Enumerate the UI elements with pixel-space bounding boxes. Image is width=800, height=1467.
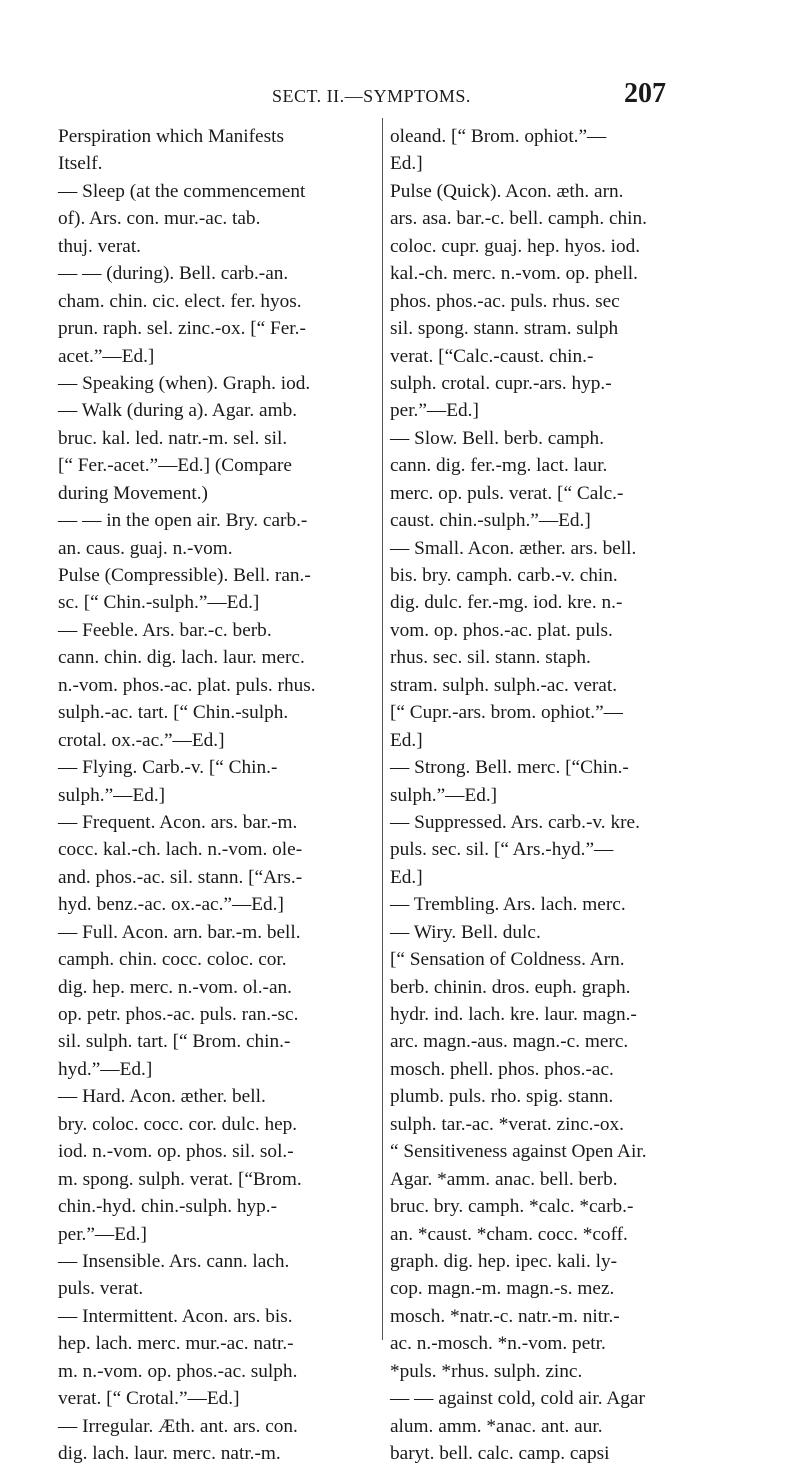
text-line: cham. chin. cic. elect. fer. hyos. (58, 290, 302, 312)
text-line: dig. dulc. fer.-mg. iod. kre. n.- (390, 592, 623, 614)
text-line: Ed.] (390, 866, 423, 888)
text-line: Agar. *amm. anac. bell. berb. (390, 1168, 618, 1190)
text-line: an. *caust. *cham. cocc. *coff. (390, 1223, 628, 1245)
text-line: sc. [“ Chin.-sulph.”—Ed.] (58, 592, 260, 614)
text-line: m. spong. sulph. verat. [“Brom. (58, 1168, 302, 1190)
text-line: baryt. bell. calc. camp. capsi (390, 1443, 610, 1464)
text-line: — Walk (during a). Agar. amb. (58, 400, 298, 422)
left-column (58, 123, 376, 1467)
text-line: Ed.] (390, 729, 423, 751)
text-line: vom. op. phos.-ac. plat. puls. (390, 619, 613, 641)
text-line: sulph.”—Ed.] (58, 784, 166, 806)
text-line: — Irregular. Æth. ant. ars. con. (58, 1415, 298, 1437)
text-line: an. caus. guaj. n.-vom. (58, 537, 233, 559)
text-line: bry. coloc. cocc. cor. dulc. hep. (58, 1113, 298, 1135)
text-line: — Slow. Bell. berb. camph. (390, 427, 605, 449)
text-line: phos. phos.-ac. puls. rhus. sec (390, 290, 620, 312)
text-line: oleand. [“ Brom. ophiot.”— (390, 126, 607, 147)
text-line: — Hard. Acon. æther. bell. (58, 1086, 266, 1108)
text-line: hyd.”—Ed.] (58, 1058, 153, 1080)
text-line: Pulse (Quick). Acon. æth. arn. (390, 180, 624, 202)
text-line: bruc. kal. led. natr.-m. sel. sil. (58, 427, 288, 449)
text-line: cop. magn.-m. magn.-s. mez. (390, 1278, 615, 1300)
text-line: chin.-hyd. chin.-sulph. hyp.- (58, 1196, 278, 1218)
text-line: — Small. Acon. æther. ars. bell. (390, 537, 637, 559)
text-line: dig. lach. laur. merc. natr.-m. (58, 1443, 281, 1464)
text-line: puls. verat. (58, 1278, 144, 1300)
right-column (390, 123, 708, 1467)
text-line: cann. chin. dig. lach. laur. merc. (58, 647, 305, 669)
text-line: berb. chinin. dros. euph. graph. (390, 976, 631, 998)
text-line: n.-vom. phos.-ac. plat. puls. rhus. (58, 674, 316, 696)
text-line: — Sleep (at the commencement (58, 180, 306, 202)
text-line: ac. n.-mosch. *n.-vom. petr. (390, 1333, 606, 1355)
text-line: — Trembling. Ars. lach. merc. (390, 894, 626, 916)
text-line: hyd. benz.-ac. ox.-ac.”—Ed.] (58, 894, 284, 916)
text-line: bruc. bry. camph. *calc. *carb.- (390, 1196, 634, 1218)
text-line: — Speaking (when). Graph. iod. (58, 372, 311, 394)
text-line: [“ Sensation of Coldness. Arn. (390, 949, 625, 971)
text-line: — Frequent. Acon. ars. bar.-m. (58, 811, 298, 833)
text-line: op. petr. phos.-ac. puls. ran.-sc. (58, 1004, 299, 1025)
text-line: mosch. phell. phos. phos.-ac. (390, 1058, 614, 1080)
text-line: prun. raph. sel. zinc.-ox. [“ Fer.- (58, 318, 306, 340)
text-line: verat. [“ Crotal.”—Ed.] (58, 1388, 240, 1410)
text-line: — Wiry. Bell. dulc. (390, 921, 541, 943)
text-line: m. n.-vom. op. phos.-ac. sulph. (58, 1360, 298, 1382)
text-line: — Full. Acon. arn. bar.-m. bell. (58, 921, 301, 943)
page-number: 207 (624, 78, 666, 109)
text-line: Pulse (Compressible). Bell. ran.- (58, 565, 311, 586)
text-line: cann. dig. fer.-mg. lact. laur. (390, 455, 608, 477)
text-line: stram. sulph. sulph.-ac. verat. (390, 674, 618, 696)
text-line: kal.-ch. merc. n.-vom. op. phell. (390, 263, 638, 285)
text-line: ars. asa. bar.-c. bell. camph. chin. (390, 208, 647, 230)
text-line: sulph. tar.-ac. *verat. zinc.-ox. (390, 1113, 624, 1135)
text-line: graph. dig. hep. ipec. kali. ly- (390, 1250, 618, 1272)
text-line: — Insensible. Ars. cann. lach. (58, 1250, 290, 1272)
text-line: puls. sec. sil. [“ Ars.-hyd.”— (390, 839, 614, 861)
text-line: of). Ars. con. mur.-ac. tab. (58, 208, 261, 230)
text-line: Itself. (58, 153, 103, 175)
text-line: acet.”—Ed.] (58, 345, 155, 367)
text-line: — Flying. Carb.-v. [“ Chin.- (58, 757, 278, 779)
text-line: sil. sulph. tart. [“ Brom. chin.- (58, 1031, 291, 1053)
text-line: sil. spong. stann. stram. sulph (390, 318, 619, 340)
text-line: thuj. verat. (58, 235, 141, 257)
text-line: — Feeble. Ars. bar.-c. berb. (58, 619, 272, 641)
text-line: — — against cold, cold air. Agar (390, 1388, 645, 1410)
text-line: and. phos.-ac. sil. stann. [“Ars.- (58, 866, 303, 888)
text-line: per.”—Ed.] (390, 400, 479, 422)
text-line: per.”—Ed.] (58, 1223, 147, 1245)
text-line: — Intermittent. Acon. ars. bis. (58, 1305, 293, 1327)
running-header (0, 78, 800, 118)
section-title: SECT. II.—SYMPTOMS. (272, 86, 471, 106)
text-line: crotal. ox.-ac.”—Ed.] (58, 729, 225, 751)
column-divider (382, 118, 383, 1340)
text-line: [“ Fer.-acet.”—Ed.] (Compare (58, 455, 292, 477)
text-line: “ Sensitiveness against Open Air. (390, 1141, 647, 1163)
text-line: alum. amm. *anac. ant. aur. (390, 1415, 603, 1437)
text-line: plumb. puls. rho. spig. stann. (390, 1086, 614, 1108)
text-line: caust. chin.-sulph.”—Ed.] (390, 510, 591, 532)
text-line: hydr. ind. lach. kre. laur. magn.- (390, 1004, 637, 1025)
text-line: rhus. sec. sil. stann. staph. (390, 647, 591, 669)
text-line: verat. [“Calc.-caust. chin.- (390, 345, 594, 367)
text-line: cocc. kal.-ch. lach. n.-vom. ole- (58, 839, 303, 861)
text-line: — — (during). Bell. carb.-an. (58, 263, 289, 285)
text-line: bis. bry. camph. carb.-v. chin. (390, 565, 618, 586)
text-line: — Suppressed. Ars. carb.-v. kre. (390, 811, 640, 833)
text-line: sulph.-ac. tart. [“ Chin.-sulph. (58, 702, 289, 724)
text-line: Ed.] (390, 153, 423, 175)
text-line: [“ Cupr.-ars. brom. ophiot.”— (390, 702, 623, 724)
text-line: camph. chin. cocc. coloc. cor. (58, 949, 287, 971)
text-line: — Strong. Bell. merc. [“Chin.- (390, 757, 629, 779)
text-line: during Movement.) (58, 482, 208, 504)
text-line: merc. op. puls. verat. [“ Calc.- (390, 482, 624, 504)
text-line: sulph.”—Ed.] (390, 784, 498, 806)
text-line: — — in the open air. Bry. carb.- (58, 510, 308, 532)
text-line: arc. magn.-aus. magn.-c. merc. (390, 1031, 629, 1053)
text-line: coloc. cupr. guaj. hep. hyos. iod. (390, 235, 641, 257)
text-line: Perspiration which Manifests (58, 126, 284, 147)
text-line: hep. lach. merc. mur.-ac. natr.- (58, 1333, 294, 1355)
text-line: iod. n.-vom. op. phos. sil. sol.- (58, 1141, 294, 1163)
text-line: *puls. *rhus. sulph. zinc. (390, 1360, 583, 1382)
text-line: sulph. crotal. cupr.-ars. hyp.- (390, 372, 612, 394)
text-line: dig. hep. merc. n.-vom. ol.-an. (58, 976, 292, 998)
text-line: mosch. *natr.-c. natr.-m. nitr.- (390, 1305, 620, 1327)
